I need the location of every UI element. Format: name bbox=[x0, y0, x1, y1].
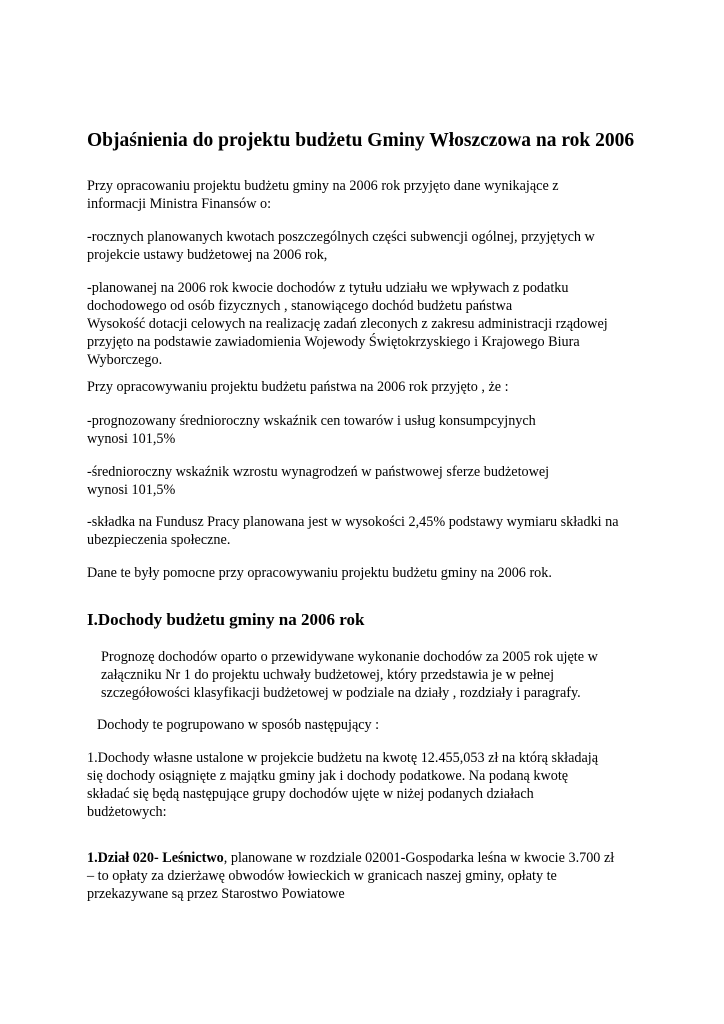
cpi-line-2: wynosi 101,5% bbox=[87, 431, 176, 447]
section1-line-3: szczegółowości klasyfikacji budżetowej w podziale na działy , rozdziały i paragrafy. bbox=[101, 685, 581, 701]
cpi-line-1: -prognozowany średnioroczny wskaźnik cen towarów i usług konsumpcyjnych bbox=[87, 413, 536, 429]
wages-line-2: wynosi 101,5% bbox=[87, 482, 176, 498]
subwencje-line-2: projekcie ustawy budżetowej na 2006 rok, bbox=[87, 247, 328, 263]
budget-state-intro: Przy opracowywaniu projektu budżetu państwa na 2006 rok przyjęto , że : bbox=[87, 379, 509, 395]
wages-line-1: -średnioroczny wskaźnik wzrostu wynagrodzeń w państwowej sferze budżetowej bbox=[87, 464, 550, 480]
dzial020-line-2: – to opłaty za dzierżawę obwodów łowieckich w granicach naszej gminy, opłaty te bbox=[87, 868, 557, 884]
own-income-line-2: się dochody osiągnięte z majątku gminy jak i dochody podatkowe. Na podaną kwotę bbox=[87, 768, 569, 784]
section1-line-1: Prognozę dochodów oparto o przewidywane wykonanie dochodów za 2005 rok ujęte w bbox=[101, 649, 598, 665]
document-title: Objaśnienia do projektu budżetu Gminy Włoszczowa na rok 2006 bbox=[87, 130, 635, 151]
dzial020-label: 1.Dział 020- Leśnictwo bbox=[87, 850, 224, 866]
dochody-line-4: przyjęto na podstawie zawiadomienia Wojewody Świętokrzyskiego i Krajowego Biura bbox=[87, 334, 580, 350]
fundusz-line-2: ubezpieczenia społeczne. bbox=[87, 532, 231, 548]
dochody-line-1: -planowanej na 2006 rok kwocie dochodów z tytułu udziału we wpływach z podatku bbox=[87, 280, 569, 296]
own-income-line-3: składać się będą następujące grupy dochodów ujęte w niżej podanych działach bbox=[87, 786, 534, 802]
helpful-note: Dane te były pomocne przy opracowywaniu projektu budżetu gminy na 2006 rok. bbox=[87, 565, 552, 581]
subwencje-line-1: -rocznych planowanych kwotach poszczególnych części subwencji ogólnej, przyjętych w bbox=[87, 229, 595, 245]
dzial020-text: , planowane w rozdziale 02001-Gospodarka leśna w kwocie 3.700 zł bbox=[223, 850, 615, 866]
intro-line-1: Przy opracowaniu projektu budżetu gminy na 2006 rok przyjęto dane wynikające z bbox=[87, 178, 559, 194]
fundusz-line-1: -składka na Fundusz Pracy planowana jest w wysokości 2,45% podstawy wymiaru składki na bbox=[87, 514, 619, 530]
dzial020-line-3: przekazywane są przez Starostwo Powiatowe bbox=[87, 886, 345, 902]
grouping-note: Dochody te pogrupowano w sposób następujący : bbox=[97, 717, 380, 733]
dochody-line-2: dochodowego od osób fizycznych , stanowiącego dochód budżetu państwa bbox=[87, 298, 513, 314]
section-heading: I.Dochody budżetu gminy na 2006 rok bbox=[87, 610, 365, 629]
section1-line-2: załączniku Nr 1 do projektu uchwały budżetowej, który przedstawia je w pełnej bbox=[101, 667, 555, 683]
dzial020-line-1 bbox=[87, 849, 614, 867]
own-income-line-4: budżetowych: bbox=[87, 804, 167, 820]
dochody-line-3: Wysokość dotacji celowych na realizację zadań zleconych z zakresu administracji rządowej bbox=[87, 316, 608, 332]
dochody-line-5: Wyborczego. bbox=[87, 352, 163, 368]
intro-line-2: informacji Ministra Finansów o: bbox=[87, 196, 272, 212]
own-income-line-1: 1.Dochody własne ustalone w projekcie budżetu na kwotę 12.455,053 zł na którą składają bbox=[87, 750, 598, 766]
